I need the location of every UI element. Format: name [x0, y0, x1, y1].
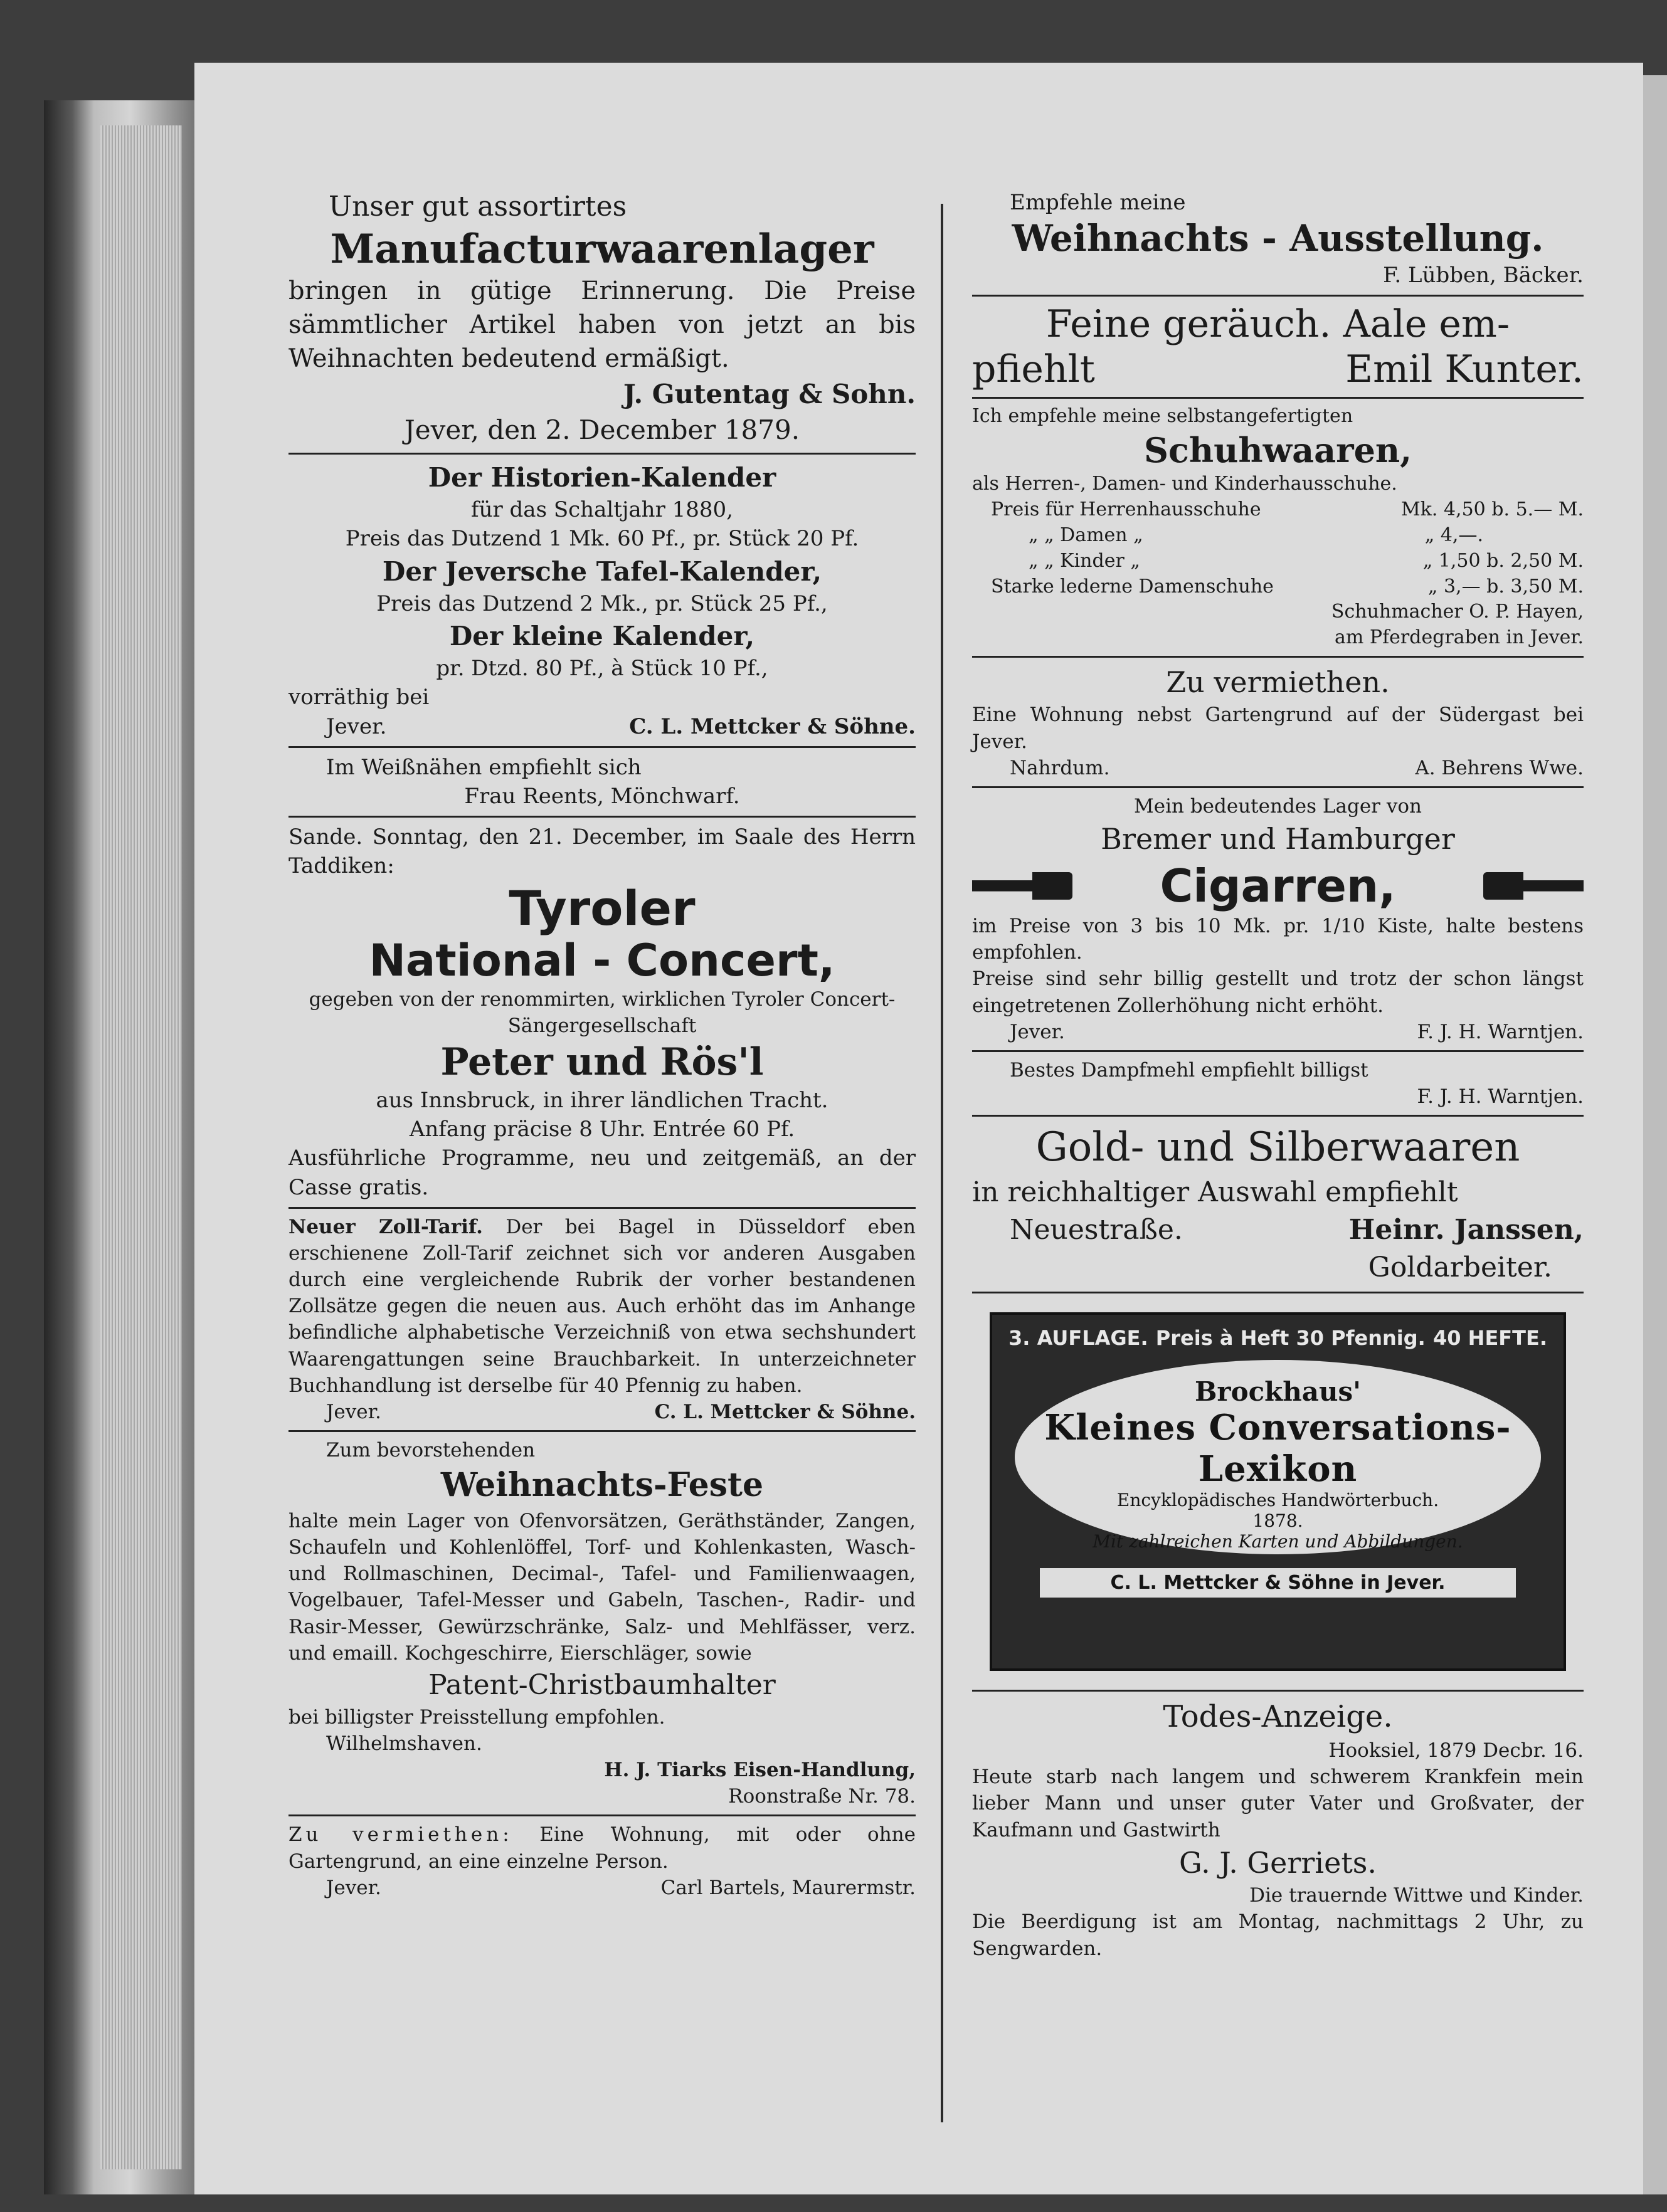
- ad-place: Neuestraße.: [1010, 1214, 1183, 1246]
- ad-place: Nahrdum.: [1010, 756, 1110, 779]
- brockhaus-oval: [1015, 1360, 1541, 1554]
- ad-vermiethen: [288, 1821, 916, 1900]
- brockhaus-subtitle: Encyklopädisches Handwörterbuch.: [1116, 1489, 1439, 1510]
- ad-date: Hooksiel, 1879 Decbr. 16.: [1328, 1739, 1584, 1762]
- brockhaus-top: [1008, 1326, 1547, 1350]
- price-value: „ 1,50 b. 2,50 M.: [1422, 549, 1584, 572]
- ad-line: gegeben von der renommirten, wirklichen Tyroler Concert-Sängergesellschaft: [309, 988, 896, 1037]
- divider: [972, 656, 1584, 658]
- ad-signature: [288, 1875, 916, 1901]
- ad-headline: pfiehlt: [972, 347, 1095, 392]
- ad-headline-row: [972, 347, 1584, 392]
- brockhaus-edition: 3. AUFLAGE.: [1008, 1325, 1148, 1350]
- divider: [972, 786, 1584, 788]
- ad-address: Roonstraße Nr. 78.: [728, 1785, 916, 1808]
- ad-line: für das Schaltjahr 1880,: [471, 497, 733, 523]
- divider: [288, 1814, 916, 1816]
- ad-body: Eine Wohnung nebst Gartengrund auf der Südergast bei Jever.: [972, 703, 1584, 753]
- ad-firm: F. Lübben, Bäcker.: [1383, 262, 1584, 288]
- ad-name: G. J. Gerriets.: [1178, 1845, 1377, 1880]
- ad-headline: Zu vermiethen.: [1166, 665, 1390, 699]
- brockhaus-title: Brockhaus': [1194, 1376, 1362, 1407]
- price-value: „ 3,— b. 3,50 M.: [1427, 575, 1584, 598]
- price-label: Preis für Herrenhausschuhe: [991, 498, 1261, 521]
- ad-line: pr. Dtzd. 80 Pf., à Stück 10 Pf.,: [436, 656, 768, 682]
- ad-ausstellung: [972, 188, 1584, 290]
- ad-signature: [972, 1211, 1584, 1249]
- ad-line: Die Beerdigung ist am Montag, nachmittags 2 Uhr, zu Sengwarden.: [972, 1910, 1584, 1960]
- next-page-edge: [1643, 75, 1667, 2194]
- divider: [972, 1050, 1584, 1052]
- ad-place: Jever.: [326, 1876, 381, 1899]
- ad-headline: Der Jeversche Tafel-Kalender,: [382, 556, 822, 587]
- ad-headline: Gold- und Silberwaaren: [1035, 1124, 1520, 1171]
- ad-line: aus Innsbruck, in ihrer ländlichen Tracht.: [376, 1087, 828, 1113]
- ad-body: Der bei Bagel in Düsseldorf eben erschienene Zoll-Tarif zeichnet sich vor anderen Ausgaben durch eine vergleichende Rubrik der vorher bestandenen Zollsätze gegen die neuen aus. Auch erhöht das im Anhange befindliche alphabetische Verzeichniß von etwa sechshundert Waarengattungen seine Brauchbarkeit. In unterzeichneter Buchhandlung ist derselbe für 40 Pfennig zu haben.: [288, 1215, 916, 1397]
- price-label: „ „ Kinder „: [1029, 549, 1140, 572]
- ad-signature: [972, 755, 1584, 781]
- ad-place: Jever.: [326, 714, 387, 739]
- ad-firm: C. L. Mettcker & Söhne.: [629, 714, 916, 739]
- ad-signature: [288, 1399, 916, 1425]
- ad-name: Heinr. Janssen,: [1348, 1214, 1584, 1246]
- ad-name: A. Behrens Wwe.: [1415, 756, 1584, 779]
- price-row: [972, 523, 1584, 549]
- ad-aale: [972, 302, 1584, 392]
- ad-weihnachtsfeste: [288, 1437, 916, 1809]
- left-column: [288, 188, 916, 1901]
- divider: [972, 1292, 1584, 1293]
- column-divider: [941, 204, 943, 2122]
- ad-headline: Bremer und Hamburger: [1101, 822, 1455, 856]
- ad-address: am Pferdegraben in Jever.: [1335, 626, 1584, 649]
- divider: [972, 1115, 1584, 1117]
- ad-headline: Todes-Anzeige.: [1163, 1698, 1393, 1734]
- ad-line: Im Weißnähen empfiehlt sich: [326, 754, 642, 780]
- divider: [288, 746, 916, 748]
- ad-place: Jever.: [1010, 1020, 1065, 1043]
- ad-line: Empfehle meine: [1010, 190, 1186, 215]
- brockhaus-year: 1878.: [1252, 1510, 1303, 1531]
- ad-line: Preis das Dutzend 2 Mk., pr. Stück 25 Pf.,: [376, 591, 828, 616]
- ad-weissnaehen: [288, 753, 916, 811]
- ad-concert: [288, 823, 916, 1202]
- ad-gold: [972, 1122, 1584, 1287]
- ad-line: Sande. Sonntag, den 21. December, im Saale des Herrn Taddiken:: [288, 824, 916, 879]
- ad-firm: C. L. Mettcker & Söhne.: [654, 1400, 916, 1423]
- ad-headline: Cigarren,: [1160, 859, 1396, 912]
- ad-headline: Peter und Rös'l: [440, 1040, 764, 1084]
- divider: [288, 1430, 916, 1432]
- ad-body: bringen in gütige Erinnerung. Die Preise sämmtlicher Artikel haben von jetzt an bis Weihnachten bedeutend ermäßigt.: [288, 276, 916, 374]
- ad-place: Jever.: [326, 1400, 381, 1423]
- ad-headline: Manufacturwaarenlager: [330, 225, 874, 273]
- ad-headline: Tyroler: [509, 880, 696, 936]
- ad-firm: F. J. H. Warntjen.: [1417, 1020, 1584, 1043]
- divider: [972, 1690, 1584, 1692]
- ad-firm: F. J. H. Warntjen.: [1417, 1085, 1584, 1108]
- ad-firm: J. Gutentag & Sohn.: [623, 378, 916, 409]
- pointing-hand-icon: [972, 872, 1072, 900]
- price-value: „ 4,—.: [1424, 524, 1483, 546]
- brockhaus-note: Mit zahlreichen Karten und Abbildungen.: [1093, 1530, 1463, 1552]
- ad-line: Anfang präcise 8 Uhr. Entrée 60 Pf.: [409, 1117, 795, 1142]
- ad-line: Die trauernde Wittwe und Kinder.: [1249, 1884, 1584, 1907]
- ad-headline-row: [972, 859, 1584, 913]
- price-label: „ „ Damen „: [1029, 524, 1143, 546]
- divider: [288, 1207, 916, 1209]
- ad-headline: Feine geräuch. Aale em-: [1045, 302, 1510, 347]
- divider: [288, 816, 916, 818]
- ad-vermiethen2: [972, 663, 1584, 781]
- ad-line: in reichhaltiger Auswahl empfiehlt: [972, 1176, 1458, 1209]
- brockhaus-issues: 40 HEFTE.: [1432, 1325, 1547, 1350]
- price-label: Starke lederne Damenschuhe: [991, 575, 1274, 598]
- brockhaus-title: Kleines Conversations-Lexikon: [1044, 1406, 1511, 1490]
- ad-signature: [288, 712, 916, 741]
- ad-line: Ich empfehle meine selbstangefertigten: [972, 405, 1353, 428]
- right-column: [972, 188, 1584, 1962]
- ad-manufactur: [288, 188, 916, 448]
- brockhaus-publisher: C. L. Mettcker & Söhne in Jever.: [1040, 1568, 1516, 1598]
- ad-headline: Der Historien-Kalender: [428, 462, 776, 493]
- ad-line: vorräthig bei: [288, 685, 430, 710]
- page-edges: [100, 125, 182, 2169]
- ad-name: Carl Bartels, Maurermstr.: [660, 1876, 916, 1899]
- ad-name: Emil Kunter.: [1345, 347, 1584, 392]
- divider: [972, 295, 1584, 297]
- ad-line: Zum bevorstehenden: [326, 1439, 536, 1462]
- ad-headline: Schuhwaaren,: [1144, 429, 1412, 470]
- ad-firm: Schuhmacher O. P. Hayen,: [1331, 601, 1584, 623]
- brockhaus-price: Preis à Heft 30 Pfennig.: [1155, 1325, 1426, 1350]
- ad-body: Eine Wohnung, mit oder ohne Gartengrund, an eine einzelne Person.: [288, 1823, 916, 1873]
- ad-kalender: [288, 460, 916, 741]
- ad-line: Wilhelmshaven.: [326, 1732, 482, 1755]
- ad-body: Preise sind sehr billig gestellt und trotz der schon längst eingetretenen Zollerhöhung nicht erhöht.: [972, 967, 1584, 1017]
- ad-schuhwaaren: [972, 404, 1584, 651]
- ad-title: Zu vermiethen:: [288, 1823, 513, 1846]
- ad-line: bei billigster Preisstellung empfohlen.: [288, 1705, 665, 1729]
- price-value: Mk. 4,50 b. 5.— M.: [1401, 498, 1584, 521]
- divider: [972, 397, 1584, 399]
- price-row: [972, 549, 1584, 574]
- ad-headline: Weihnachts-Feste: [440, 1466, 764, 1505]
- ad-title: Neuer Zoll-Tarif.: [288, 1215, 483, 1238]
- ad-body: halte mein Lager von Ofenvorsätzen, Geräthständer, Zangen, Schaufeln und Kohlenlöffel, Torf- und Kohlenkasten, Wasch- und Rollmaschinen, Decimal-, Tafel- und Familienwaagen, Vogelbauer, Tafel-Messer und Gabeln, Taschen-, Radir- und Rasir-Messer, Gewürzschränke, Salz- und Mehlfässer, verz. und emaill. Kochgeschirre, Eierschläger, sowie: [288, 1509, 916, 1665]
- ad-headline: Patent-Christbaumhalter: [428, 1668, 776, 1701]
- ad-headline: Weihnachts - Ausstellung.: [1012, 217, 1544, 260]
- ad-line: Mein bedeutendes Lager von: [1134, 794, 1422, 818]
- ad-headline: Der kleine Kalender,: [449, 620, 755, 651]
- ad-line: Preis das Dutzend 1 Mk. 60 Pf., pr. Stück 20 Pf.: [345, 526, 859, 552]
- ad-brockhaus: [990, 1312, 1566, 1671]
- pointing-hand-icon: [1483, 872, 1584, 900]
- ad-signature: [972, 1019, 1584, 1045]
- ad-todes: [972, 1697, 1584, 1962]
- ad-firm: H. J. Tiarks Eisen-Handlung,: [604, 1759, 916, 1782]
- ad-body: im Preise von 3 bis 10 Mk. pr. 1/10 Kiste, halte bestens empfohlen.: [972, 915, 1584, 964]
- ad-line: Bestes Dampfmehl empfiehlt billigst: [1010, 1058, 1368, 1082]
- ad-body: Heute starb nach langem und schwerem Krankfein mein lieber Mann und unser guter Vater und Großvater, der Kaufmann und Gastwirth: [972, 1766, 1584, 1841]
- divider: [288, 453, 916, 455]
- ad-intro: Unser gut assortirtes: [329, 191, 627, 223]
- ad-line: als Herren-, Damen- und Kinderhausschuhe.: [972, 473, 1397, 495]
- price-row: [972, 574, 1584, 600]
- ad-date: Jever, den 2. December 1879.: [404, 414, 800, 445]
- ad-zolltarif: [288, 1214, 916, 1425]
- price-row: [972, 497, 1584, 523]
- ad-dampfmehl: [972, 1057, 1584, 1110]
- ad-line: Frau Reents, Mönchwarf.: [464, 783, 740, 809]
- ad-cigarren: [972, 793, 1584, 1045]
- ad-title: Goldarbeiter.: [1368, 1251, 1552, 1283]
- ad-line: Ausführliche Programme, neu und zeitgemäß, an der Casse gratis.: [288, 1146, 916, 1200]
- ad-headline: National - Concert,: [369, 935, 835, 987]
